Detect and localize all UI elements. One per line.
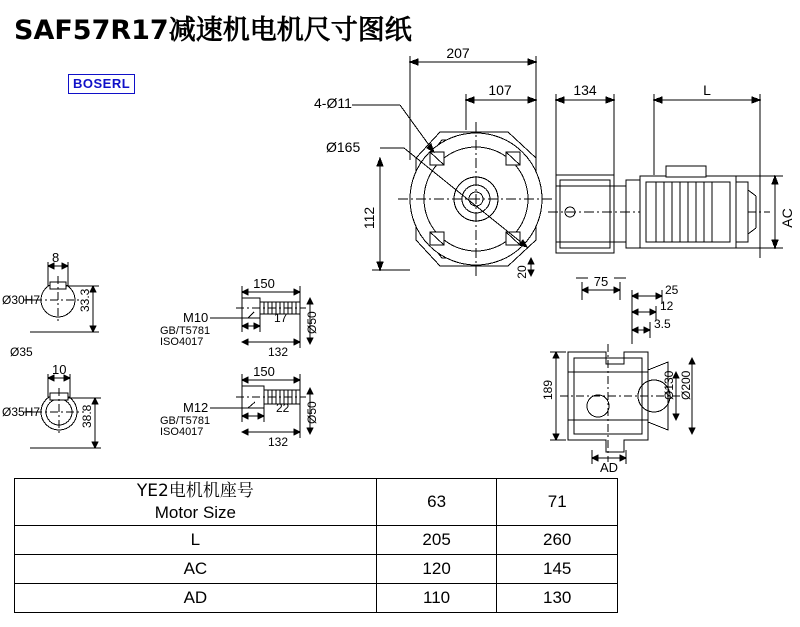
row-ad-col2: 130: [497, 584, 618, 613]
dim-key10: 10: [52, 362, 67, 377]
row-l-col2: 260: [497, 526, 618, 555]
note-D35: Ø35: [10, 345, 33, 359]
dim-bolt1-D50: Ø50: [305, 311, 319, 334]
dim-bolt1-150: 150: [253, 276, 275, 291]
dim-4xD11: 4-Ø11: [314, 95, 352, 111]
brand-logo: BOSERL: [68, 74, 135, 94]
table-header-row: [15, 479, 618, 526]
dim-D165: Ø165: [326, 139, 361, 155]
dim-AD: AD: [599, 460, 619, 475]
dim-107: 107: [488, 82, 512, 98]
dim-D35H7: Ø35H7: [2, 405, 41, 419]
table-header-label: [15, 479, 377, 526]
table-row: [15, 584, 618, 613]
std-bolt1-iso: ISO4017: [160, 336, 204, 348]
dim-3-5: 3.5: [654, 317, 671, 331]
dim-D200: Ø200: [679, 370, 693, 400]
dim-D130: Ø130: [662, 370, 676, 400]
dim-75: 75: [593, 274, 609, 289]
dim-bolt1-132: 132: [268, 345, 289, 359]
dim-key8: 8: [52, 250, 60, 265]
dim-bolt2-M12: M12: [183, 400, 209, 415]
dim-bolt1-17: 17: [274, 311, 288, 325]
dim-D30H7: Ø30H7: [2, 293, 41, 307]
dim-189: 189: [541, 379, 555, 400]
dim-207: 207: [446, 45, 470, 61]
dim-38-8: 38.8: [80, 404, 94, 428]
row-l-col1: 205: [376, 526, 497, 555]
dim-25: 25: [665, 283, 679, 297]
dim-134: 134: [573, 82, 597, 98]
row-ac-col2: 145: [497, 555, 618, 584]
dim-bolt2-132: 132: [268, 435, 289, 449]
std-bolt2-iso: ISO4017: [160, 426, 204, 438]
row-ac-col1: 120: [376, 555, 497, 584]
dim-bolt2-150: 150: [253, 364, 275, 379]
std-bolt1-gb: GB/T5781: [160, 325, 211, 337]
row-label-ac: AC: [15, 555, 377, 584]
row-label-l: L: [15, 526, 377, 555]
table-header-col1: 63: [376, 479, 497, 526]
row-ad-col1: 110: [376, 584, 497, 613]
dim-bolt1-M10: M10: [183, 310, 209, 325]
dim-bolt2-22: 22: [276, 401, 290, 415]
dim-33-3: 33.3: [78, 288, 92, 312]
dim-20: 20: [515, 265, 529, 279]
table-row: [15, 555, 618, 584]
dim-bolt2-D50: Ø50: [305, 401, 319, 424]
dim-12: 12: [660, 299, 674, 313]
std-bolt2-gb: GB/T5781: [160, 415, 211, 427]
dim-AC: AC: [779, 208, 795, 228]
page-title: SAF57R17减速机电机尺寸图纸: [14, 15, 412, 46]
table-header-label-en: Motor Size: [154, 503, 237, 522]
table-header-col2: 71: [497, 479, 618, 526]
table-header-label-cjk: YE2电机机座号: [136, 481, 254, 501]
dim-112: 112: [361, 206, 377, 230]
row-label-ad: AD: [15, 584, 377, 613]
motor-size-table: [14, 478, 618, 613]
dim-L: L: [703, 82, 711, 98]
table-row: [15, 526, 618, 555]
